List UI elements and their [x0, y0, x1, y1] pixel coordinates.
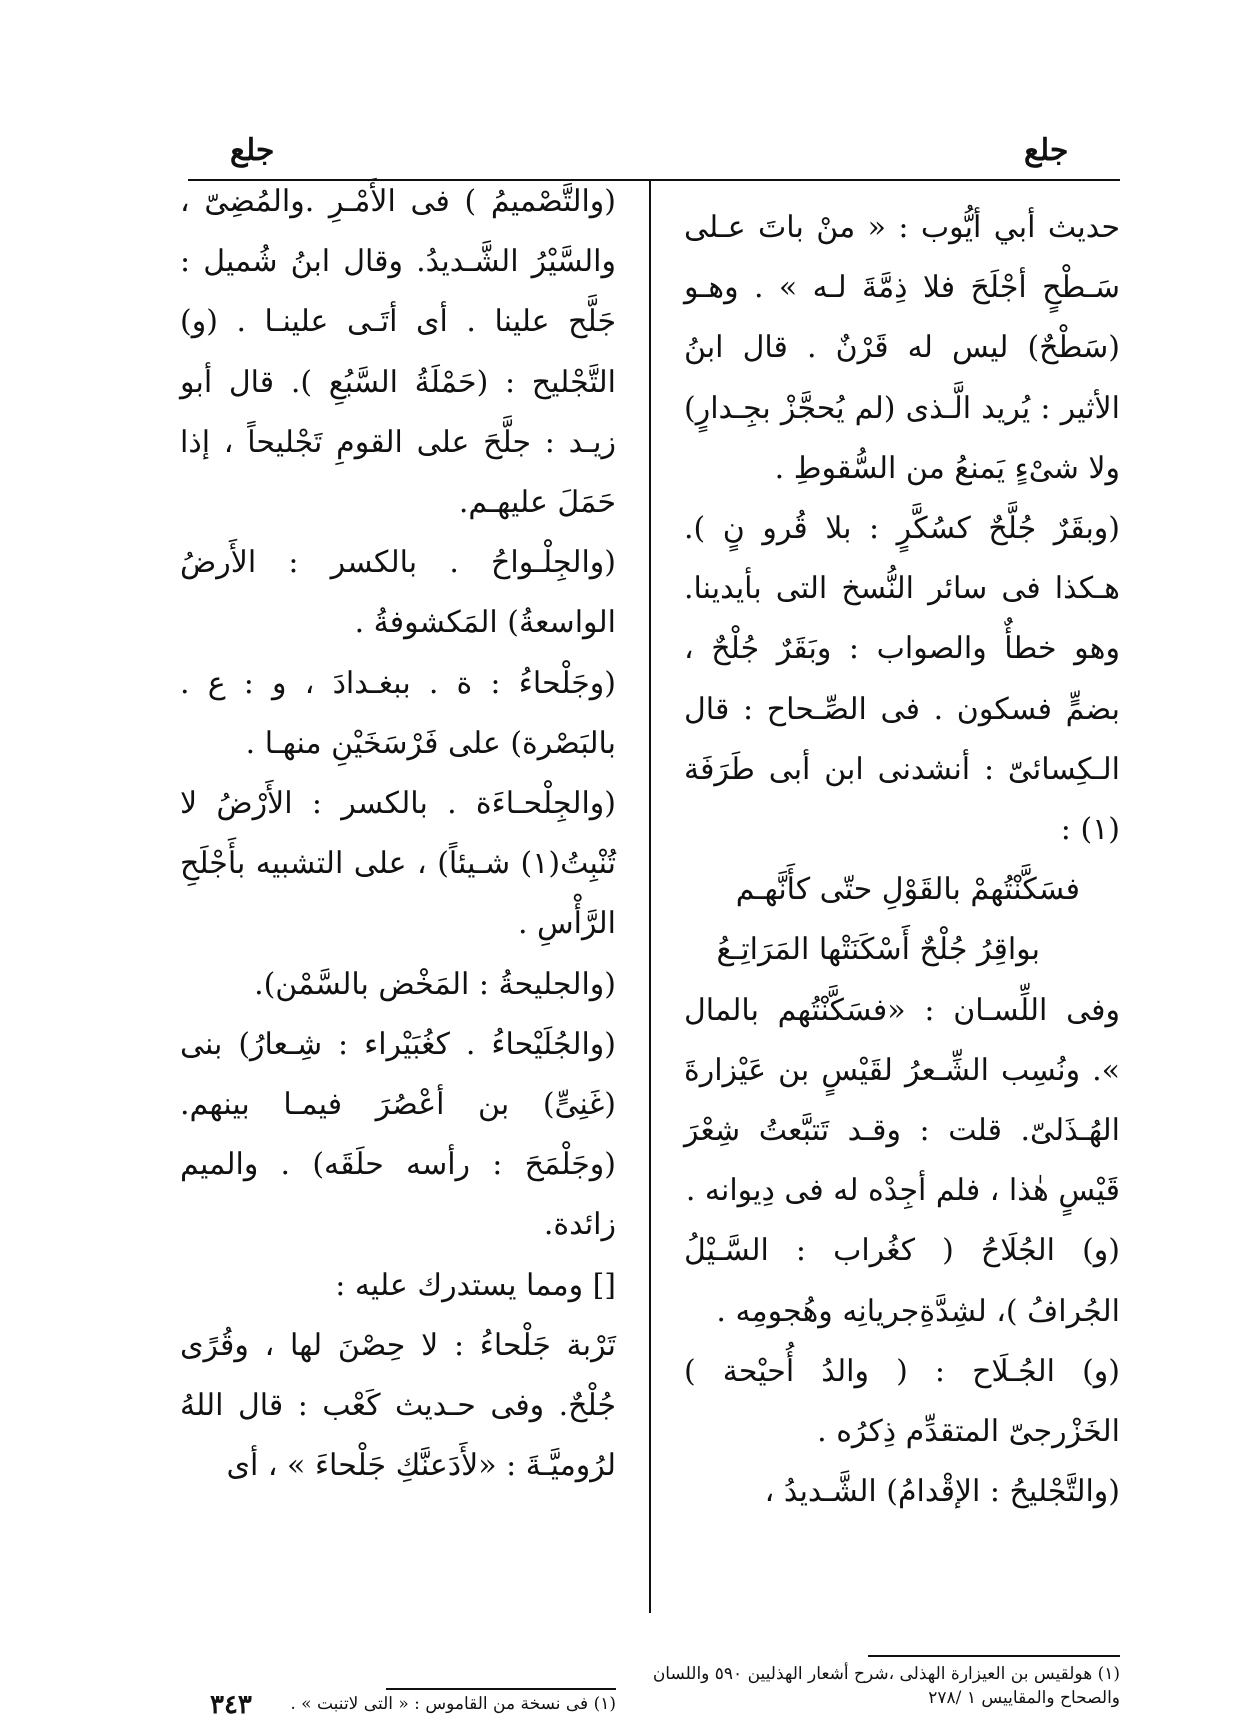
paragraph: (وبقَرٌ جُلَّحٌ كسُكَّرٍ : بلا قُرو نٍ ). هـكذا فى سائر النُّسخ التى بأيدينا. وهو خطأٌ والصواب : وبَقَرٌ جُلْحٌ ، بضمٍّ فسكون . فى الصِّـحاح : قال الـكِسائىّ : أنشدنى ابن أبى طَرَفَة (١) :: [684, 511, 1120, 848]
right-column: [684, 198, 1120, 1522]
left-column: [180, 172, 616, 1496]
footnote-rule-right: [868, 1655, 1120, 1657]
footnote-left: (١) فى نسخة من القاموس : « التى لاتنبت » .: [290, 1694, 616, 1714]
footnote-right: (١) هولقيس بن العيزارة الهذلى ،شرح أشعار الهذليين ٥٩٠ واللسان والصحاح والمقاييس ١ /٢٧٨: [652, 1664, 1120, 1708]
paragraph: [] ومما يستدرك عليه :: [335, 1267, 616, 1303]
paragraph: (والجِلْحـاءَة . بالكسر : الأَرْضُ لا تُنْبِتُ(١) شـيئاً) ، على التشبيه بأَجْلَحِ الرَّأْسِ .: [180, 786, 616, 942]
page-number: ٣٤٣: [210, 1690, 252, 1720]
paragraph: حديث أبي أيُّوب : « منْ باتَ عـلى سَـطْحٍ أجْلَحَ فلا ذِمَّةَ لـه » . وهـو (سَطْحٌ) ليس له قَرْنٌ . قال ابنُ الأثير : يُريد الَّـذى (لم يُحجَّزْ بجِـدارٍ) ولا شىْءٍ يَمنعُ من السُّقوطِ .: [684, 210, 1120, 486]
verse-line: فسَكَّنْتُهمْ بالقَوْلِ حتّى كأَنَّهـم: [735, 872, 1080, 908]
running-header-left: جلع: [230, 133, 275, 168]
paragraph: وفى اللِّسـان : «فسَكَّنْتُهم بالمال ». ونُسِب الشِّـعرُ لقَيْسٍ بن عَيْزارةَ الهُـذَلىّ. قلت : وقـد تَتبَّعتُ شِعْرَ قَيْسٍ هٰذا ، فلم أجِدْه له فى دِيوانه .: [684, 992, 1120, 1209]
paragraph: (والجُلَيْحاءُ . كغُبَيْراء : شِـعارُ) بنى (غَنِىٍّ) بن أعْصُرَ فيمـا بينهم. (وجَلْمَحَ : رأسه حلَقَه) . والميم زائدة.: [180, 1026, 616, 1243]
paragraph: (و) الجُـلَاح : ( والدُ أُحيْحة ) الخَزْرجىّ المتقدِّم ذِكرُه .: [684, 1353, 1120, 1450]
paragraph: (والجليحةُ : المَخْض بالسَّمْن).: [254, 966, 616, 1002]
column-divider: [649, 181, 651, 1613]
verse-line: بواقِرُ جُلْحٌ أَسْكَنَتْها المَرَاتِـعُ: [716, 932, 1040, 968]
paragraph: تَرْبة جَلْحاءُ : لا حِصْنَ لها ، وقُرًى جُلْحٌ. وفى حـديث كَعْب : قال اللهُ لرُوميَّـةَ : «لأَدَعنَّكِ جَلْحاءَ » ، أى: [180, 1327, 616, 1484]
footnote-rule-left: [386, 1688, 616, 1690]
paragraph: (وجَلْحاءُ : ة . ببغـدادَ ، و : ع . بالبَصْرة) على فَرْسَخَيْنِ منهـا .: [180, 665, 616, 761]
paragraph: (والتَّصْميمُ ) فى الأَمْـرِ .والمُضِىّ ، والسَّيْرُ الشَّـديدُ. وقال ابنُ شُميل : جَلَّح علينا . أى أتَـى علينـا . (و) التَّجْليح : (حَمْلَةُ السَّبُعِ ). قال أبو زيـد : جلَّحَ على القومِ تَجْليحاً ، إذا حَمَلَ عليهـم.: [180, 184, 616, 521]
paragraph: (والجِلْـواحُ . بالكسر : الأَرضُ الواسعةُ) المَكشوفةُ .: [180, 545, 616, 641]
paragraph: (و) الجُلَاحُ ( كغُراب : السَّـيْلُ الجُرافُ )، لشِدَّةِجريانِه وهُجومِه .: [684, 1233, 1120, 1329]
paragraph: (والتَّجْليحُ : الإقْدامُ) الشَّـديدُ ،: [764, 1474, 1120, 1510]
running-header-right: جلع: [1024, 133, 1069, 168]
